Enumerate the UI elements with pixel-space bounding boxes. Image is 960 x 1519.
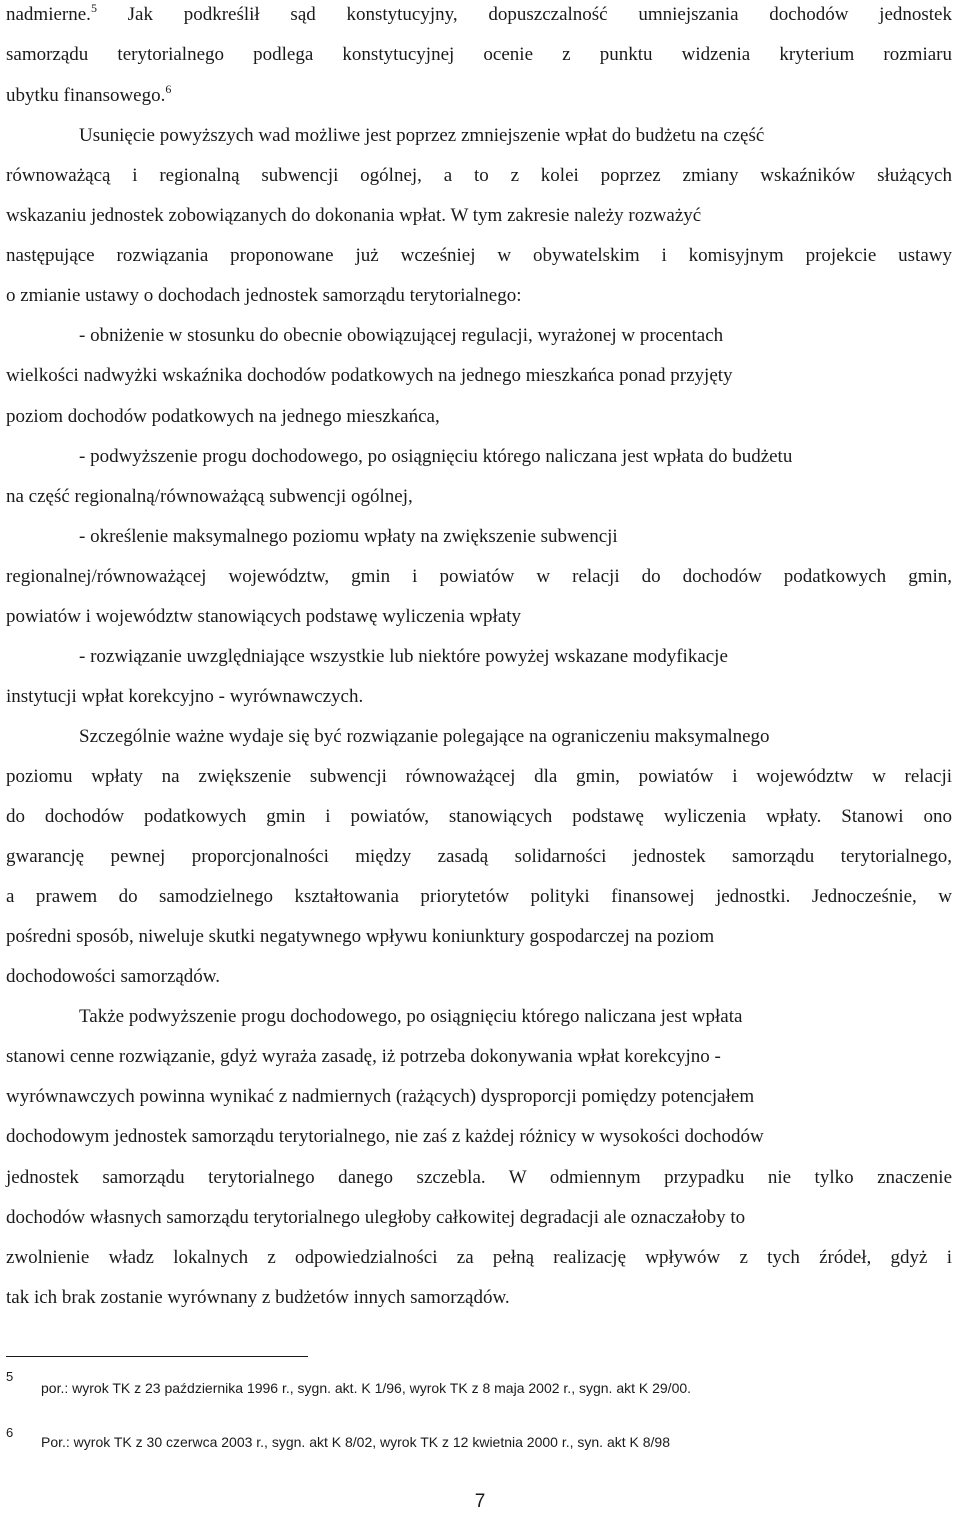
text-line-continuation: Jak podkreślił sąd konstytucyjny, dopuszczalność umniejszania dochodów jednostek: [96, 4, 952, 25]
text-line: [6, 1085, 952, 1109]
text-line: [6, 805, 952, 829]
footnote-separator: [6, 1356, 308, 1357]
text-line-content: Także podwyższenie progu dochodowego, po osiągnięciu którego naliczana jest wpłata: [79, 1006, 743, 1027]
text-line: [6, 525, 952, 549]
text-line: [6, 1166, 952, 1190]
text-line-content: gwarancję pewnej proporcjonalności między zasadą solidarności jednostek samorządu terytorialnego,: [6, 846, 952, 867]
text-line-content: a prawem do samodzielnego kształtowania priorytetów polityki finansowej jednostki. Jednocześnie, w: [6, 886, 952, 907]
text-line-content: poziomu wpłaty na zwiększenie subwencji równoważącej dla gmin, powiatów i województw w relacji: [6, 766, 952, 787]
text-line-content: zwolnienie władz lokalnych z odpowiedzialności za pełną realizację wpływów z tych źródeł, gdyż i: [6, 1247, 952, 1268]
text-line: [6, 685, 952, 709]
text-line: [6, 1246, 952, 1270]
text-line-content: dochodowym jednostek samorządu terytorialnego, nie zaś z każdej różnicy w wysokości dochodów: [6, 1126, 764, 1147]
text-line-content: - określenie maksymalnego poziomu wpłaty na zwiększenie subwencji: [79, 526, 618, 547]
footnote-text: por.: wyrok TK z 23 października 1996 r., sygn. akt. K 1/96, wyrok TK z 8 maja 2002 r., sygn. akt K 29/00.: [41, 1380, 692, 1396]
text-line-content: - obniżenie w stosunku do obecnie obowiązującej regulacji, wyrażonej w procentach: [79, 325, 724, 346]
text-line-content: o zmianie ustawy o dochodach jednostek samorządu terytorialnego:: [6, 285, 522, 306]
text-line: [6, 324, 952, 348]
text-line: [6, 1125, 952, 1149]
text-line-content: wyrównawczych powinna wynikać z nadmiernych (rażących) dysproporcji pomiędzy potencjałem: [6, 1086, 755, 1107]
footnote-text: Por.: wyrok TK z 30 czerwca 2003 r., sygn. akt K 8/02, wyrok TK z 12 kwietnia 2000 r., syn. akt K 8/98: [41, 1434, 671, 1450]
text-line-content: wskazaniu jednostek zobowiązanych do dokonania wpłat. W tym zakresie należy rozważyć: [6, 205, 702, 226]
text-line: [6, 244, 952, 268]
footnote-reference[interactable]: 5: [90, 1, 97, 15]
text-line: [6, 645, 952, 669]
text-line-content: tak ich brak zostanie wyrównany z budżetów innych samorządów.: [6, 1287, 510, 1308]
text-line: [6, 1206, 952, 1230]
text-line: [6, 164, 952, 188]
text-line-content: jednostek samorządu terytorialnego danego szczebla. W odmiennym przypadku nie tylko znaczenie: [6, 1167, 952, 1188]
text-line: [6, 43, 952, 67]
text-line: [6, 485, 952, 509]
text-line-content: samorządu terytorialnego podlega konstytucyjnej ocenie z punktu widzenia kryterium rozmiaru: [6, 44, 952, 65]
text-line: [6, 965, 952, 989]
text-line-content: regionalnej/równoważącej województw, gmin i powiatów w relacji do dochodów podatkowych gmin,: [6, 566, 952, 587]
footnote-number: 5: [6, 1369, 14, 1384]
text-line-content: Usunięcie powyższych wad możliwe jest poprzez zmniejszenie wpłat do budżetu na część: [79, 125, 765, 146]
text-line-content: stanowi cenne rozwiązanie, gdyż wyraża zasadę, iż potrzeba dokonywania wpłat korekcyjno -: [6, 1046, 721, 1067]
text-line: [6, 284, 952, 308]
text-line-content: nadmierne.: [6, 4, 91, 25]
text-line-content: na część regionalną/równoważącą subwencji ogólnej,: [6, 486, 413, 507]
text-line-content: powiatów i województw stanowiących podstawę wyliczenia wpłaty: [6, 606, 521, 627]
text-line-content: Szczególnie ważne wydaje się być rozwiązanie polegające na ograniczeniu maksymalnego: [79, 726, 770, 747]
text-line: [6, 364, 952, 388]
text-line: [6, 405, 952, 429]
text-line-content: do dochodów podatkowych gmin i powiatów, stanowiących podstawę wyliczenia wpłaty. Stanowi ono: [6, 806, 952, 827]
page-number: 7: [474, 1491, 486, 1512]
text-line: [6, 885, 952, 909]
text-line-content: równoważącą i regionalną subwencji ogólnej, a to z kolei poprzez zmiany wskaźników służących: [6, 165, 952, 186]
text-line: [6, 925, 952, 949]
footnote-reference[interactable]: 6: [165, 82, 172, 96]
text-line: [6, 1286, 952, 1310]
text-line: [6, 445, 952, 469]
text-line: [6, 725, 952, 749]
text-line: [6, 845, 952, 869]
text-line: [6, 3, 952, 28]
text-line-content: ubytku finansowego.: [6, 85, 166, 106]
text-line: [6, 204, 952, 228]
footnote-number: 6: [6, 1425, 14, 1440]
text-line: [6, 1005, 952, 1029]
text-line: [6, 605, 952, 629]
text-line: [6, 565, 952, 589]
text-line-content: wielkości nadwyżki wskaźnika dochodów podatkowych na jednego mieszkańca ponad przyjęty: [6, 365, 733, 386]
text-line: [6, 84, 952, 109]
text-line-content: - rozwiązanie uwzględniające wszystkie lub niektóre powyżej wskazane modyfikacje: [79, 646, 728, 667]
text-line: [6, 1045, 952, 1069]
text-line-content: - podwyższenie progu dochodowego, po osiągnięciu którego naliczana jest wpłata do budżetu: [79, 446, 793, 467]
text-line: [6, 124, 952, 148]
text-line-content: pośredni sposób, niweluje skutki negatywnego wpływu koniunktury gospodarczej na poziom: [6, 926, 715, 947]
text-line-content: instytucji wpłat korekcyjno - wyrównawczych.: [6, 686, 364, 707]
text-line-content: dochodów własnych samorządu terytorialnego uległoby całkowitej degradacji ale oznaczałoby to: [6, 1207, 746, 1228]
text-line: [6, 765, 952, 789]
text-line-content: poziom dochodów podatkowych na jednego mieszkańca,: [6, 406, 440, 427]
text-line-content: dochodowości samorządów.: [6, 966, 221, 987]
text-line-content: następujące rozwiązania proponowane już wcześniej w obywatelskim i komisyjnym projekcie ustawy: [6, 245, 952, 266]
